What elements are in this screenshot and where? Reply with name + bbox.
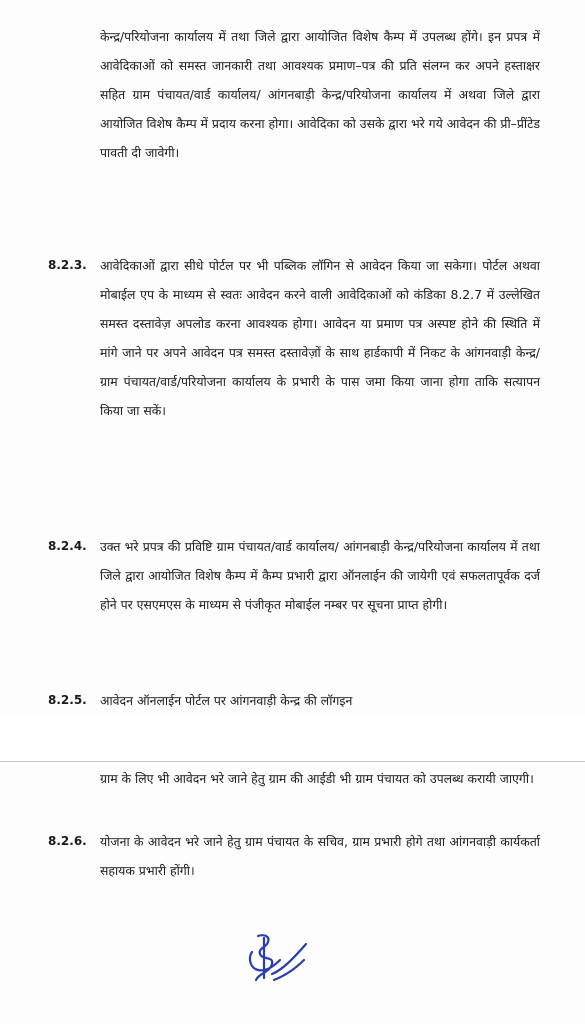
section-text-8-2-3: आवेदिकाओं द्वारा सीधे पोर्टल पर भी पब्लिक लॉगिन से आवेदन किया जा सकेगा। पोर्टल अथवा मोबाईल एप के माध्यम से स्वतः आवेदन करने वाली आवेदिकाओं को कंडिका 8.2.7 में उल्लेखित समस्त दस्तावेज़ अपलोड करना आवश्यक होगा। आवेदन या प्रमाण पत्र अस्पष्ट होने की स्थिति में मांगे जाने पर अपने आवेदन पत्र समस्त दस्तावेज़ों के साथ हार्डकापी में निकट के आंगनवाड़ी केन्द्र/ग्राम पंचायत/वार्ड/परियोजना कार्यालय के प्रभारी के पास जमा किया जाना होगा ताकि सत्यापन किया जा सकें। bbox=[100, 258, 540, 418]
section-text-8-2-5: आवेदन ऑनलाईन पोर्टल पर आंगनवाड़ी केन्द्र की लॉगइन bbox=[100, 693, 353, 708]
section-number-8-2-3: 8.2.3. bbox=[48, 258, 87, 272]
section-number-8-2-4: 8.2.4. bbox=[48, 539, 87, 553]
section-text-8-2-4: उक्त भरे प्रपत्र की प्रविष्टि ग्राम पंचायत/वार्ड कार्यालय/ आंगनबाड़ी केन्द्र/परियोजना कार्यालय में तथा जिले द्वारा आयोजित विशेष कैम्प में कैम्प प्रभारी द्वारा ऑनलाईन की जायेगी एवं सफलतापूर्वक दर्ज होने पर एसएमएस के माध्यम से पंजीकृत मोबाईल नम्बर पर सूचना प्राप्त होगी। bbox=[100, 539, 540, 612]
continuation-paragraph-page1: केन्द्र/परियोजना कार्यालय में तथा जिले द्वारा आयोजित विशेष कैम्प में उपलब्ध होंगे। इन प्रपत्र में आवेदिकाओं को समस्त जानकारी तथा आवश्यक प्रमाण–पत्र की प्रति संलग्न कर अपने हस्ताक्षर सहित ग्राम पंचायत/वार्ड कार्यालय/ आंगनबाड़ी केन्द्र/परियोजना कार्यालय में अथवा जिले द्वारा आयोजित विशेष कैम्प में प्रदाय करना होगा। आवेदिका को उसके द्वारा भरे गये आवेदन की प्री–प्रींटेड पावती दी जावेगी। bbox=[100, 29, 540, 160]
section-text-8-2-6: योजना के आवेदन भरे जाने हेतु ग्राम पंचायत के सचिव, ग्राम प्रभारी होगे तथा आंगनवाड़ी कार्यकर्ता सहायक प्रभारी होंगी। bbox=[100, 834, 540, 878]
signature-image bbox=[244, 930, 312, 986]
page-gap bbox=[0, 716, 585, 760]
section-number-8-2-5: 8.2.5. bbox=[48, 693, 87, 707]
section-number-8-2-6: 8.2.6. bbox=[48, 834, 87, 848]
continuation-paragraph-page2: ग्राम के लिए भी आवेदन भरे जाने हेतु ग्राम की आईडी भी ग्राम पंचायत को उपलब्ध करायी जाएगी। bbox=[100, 771, 534, 786]
